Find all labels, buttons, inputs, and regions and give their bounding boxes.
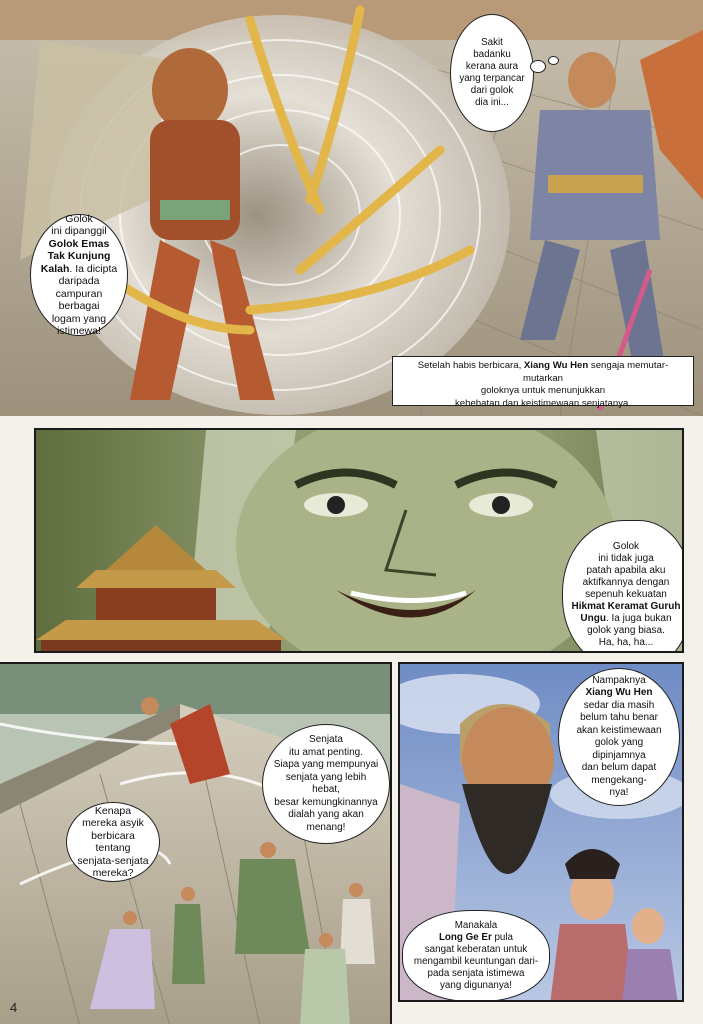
bubble-line: daripada campuran (55, 275, 103, 300)
bubble-line: senjata yang lebih hebat, (285, 771, 367, 795)
bubble-line: Ha, ha, ha... (598, 637, 654, 648)
bubble-line: Kenapa (94, 804, 132, 817)
bubble-name: Tak Kunjung (47, 250, 111, 262)
bubble-name: Kalah (40, 262, 70, 275)
caption-text: sengaja memutar-mutarkan (523, 360, 669, 384)
bubble-line: nya! (609, 787, 629, 798)
speech-bubble-kenapa (66, 802, 160, 882)
bubble-line: Manakala (454, 920, 498, 931)
caption-name: Xiang Wu Hen (523, 360, 589, 371)
panel-1 (0, 0, 703, 416)
caption-text: kehebatan dan keistimewaan senjatanya. (454, 397, 631, 409)
page-number: 4 (10, 1000, 18, 1015)
speech-bubble-hikmat (562, 520, 684, 653)
speech-bubble-manakala (402, 910, 550, 1002)
panel-3-art (0, 664, 392, 1024)
bubble-line: mereka asyik (82, 817, 144, 829)
bubble-line: mengambil keuntungan dari- (413, 956, 539, 967)
bubble-line: itu amat penting. (289, 746, 363, 758)
bubble-line: istimewa! (57, 325, 101, 337)
bubble-line: dan belum dapat (581, 762, 657, 773)
bubble-line: akan keistimewaan (576, 724, 662, 736)
bubble-line: yang terpancar (459, 73, 525, 84)
bubble-line: senjata-senjata (77, 854, 149, 867)
bubble-line: kerana aura (465, 61, 519, 72)
bubble-line: dialah yang akan (288, 809, 364, 820)
bubble-line: badanku (473, 49, 511, 60)
bubble-line: pada senjata istimewa (427, 968, 525, 979)
caption-text: Setelah habis berbicara, (417, 360, 524, 371)
bubble-line: sangat keberatan untuk (424, 944, 528, 955)
bubble-name: Golok Emas (48, 237, 110, 250)
panel-3 (0, 662, 392, 1024)
bubble-line: golok yang dipinjamnya (592, 737, 646, 761)
bubble-name: Long Ge Er (438, 932, 492, 943)
bubble-line: menang! (306, 821, 346, 833)
bubble-name: Hikmat Keramat Guruh (571, 601, 681, 612)
thought-dot-1 (530, 60, 546, 73)
speech-bubble-golok-emas (30, 214, 128, 336)
bubble-line: berbicara tentang (91, 829, 135, 854)
bubble-line: Siapa yang mempunyai (273, 759, 379, 770)
bubble-line: aktifkannya dengan (582, 577, 670, 588)
bubble-line: belum tahu benar (580, 712, 658, 723)
bubble-line: ini dipanggil (51, 225, 107, 237)
bubble-line: ini tidak juga (598, 553, 654, 564)
thought-dot-2 (548, 56, 559, 65)
bubble-line: sedar dia masih (583, 699, 655, 711)
bubble-line: Golok (612, 541, 640, 552)
panel-2 (34, 428, 684, 653)
bubble-line: besar kemungkinannya (274, 796, 378, 808)
bubble-line: berbagai (58, 300, 100, 312)
bubble-line: mereka? (92, 867, 134, 879)
bubble-name: Xiang Wu Hen (585, 687, 653, 698)
bubble-line: mengekang- (591, 774, 647, 786)
bubble-line: sepenuh kekuatan (585, 589, 667, 600)
bubble-line: Senjata (309, 734, 343, 745)
bubble-name: Ungu (580, 613, 606, 624)
bubble-line: dari golok (470, 85, 514, 96)
thought-bubble-sakit (450, 14, 534, 132)
speech-bubble-nampaknya (558, 668, 680, 806)
bubble-line: golok yang biasa. (587, 625, 665, 636)
bubble-line: dia ini... (475, 97, 509, 108)
panel-1-art (0, 0, 703, 416)
bubble-line: yang digunanya! (440, 980, 512, 991)
bubble-line: Sakit (481, 37, 503, 48)
bubble-line: . Ia juga bukan (605, 613, 672, 624)
bubble-line: pula (491, 932, 514, 943)
bubble-line: Golok (65, 212, 93, 225)
bubble-line: Nampaknya (592, 674, 646, 686)
bubble-line: . Ia dicipta (69, 262, 118, 275)
bubble-line: patah apabila aku (586, 565, 666, 576)
narration-caption-1 (392, 356, 694, 409)
caption-text: goloknya untuk menunjukkan (480, 385, 606, 396)
bubble-line: logam yang (51, 312, 107, 325)
speech-bubble-senjata (262, 724, 390, 844)
panel-4 (398, 662, 684, 1002)
